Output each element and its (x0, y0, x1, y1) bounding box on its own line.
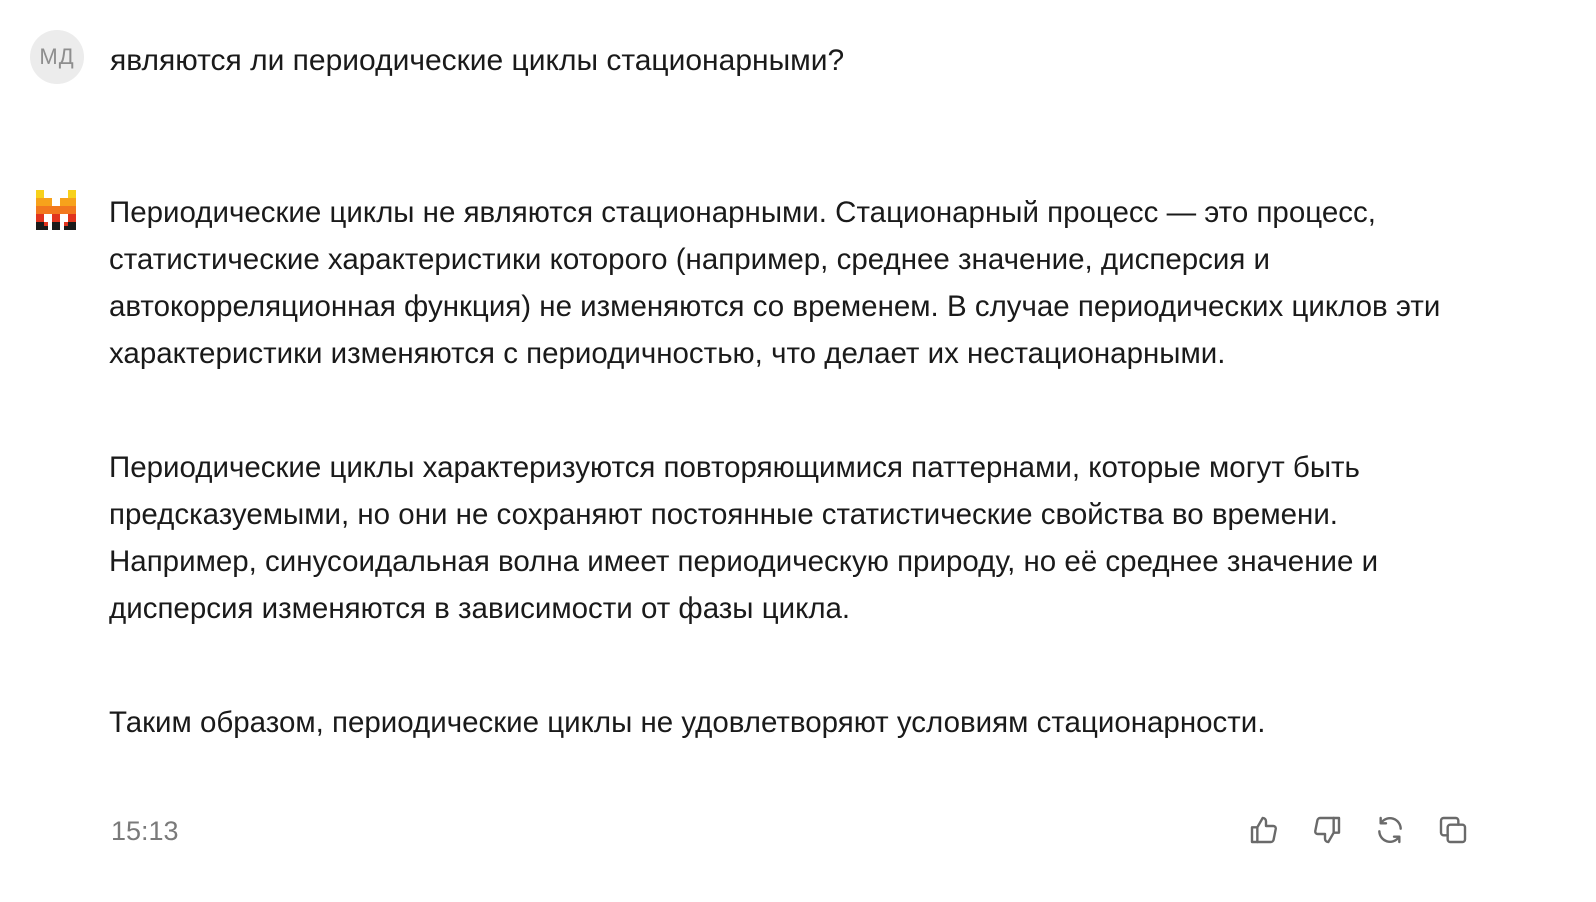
assistant-paragraph: Таким образом, периодические циклы не удовлетворяют условиям стационарности. (109, 706, 1266, 739)
thumbs-down-icon (1311, 814, 1343, 846)
copy-button[interactable] (1435, 810, 1471, 850)
dislike-button[interactable] (1309, 810, 1345, 850)
user-message-row (30, 30, 84, 84)
like-button[interactable] (1246, 810, 1282, 850)
regenerate-button[interactable] (1372, 810, 1408, 850)
message-actions (1246, 810, 1471, 850)
thumbs-up-icon (1248, 814, 1280, 846)
user-message-text: являются ли периодические циклы стационарными? (110, 44, 845, 77)
copy-icon (1437, 814, 1469, 846)
assistant-message (109, 189, 1489, 746)
mistral-logo-icon (36, 190, 80, 230)
assistant-paragraph: Периодические циклы характеризуются повторяющимися паттернами, которые могут быть предсказуемыми, но они не сохраняют постоянные статистические свойства во времени. Например, синусоидальная волна имеет периодическую природу, но её среднее значение и дисперсия изменяются в зависимости от фазы цикла. (109, 451, 1379, 625)
message-timestamp: 15:13 (111, 816, 179, 846)
assistant-paragraph: Периодические циклы не являются стационарными. Стационарный процесс — это процесс, статистические характеристики которого (например, среднее значение, дисперсия и автокорреляционная функция) не изменяются со временем. В случае периодических циклов эти характеристики изменяются с периодичностью, что делает их нестационарными. (109, 196, 1441, 370)
refresh-icon (1374, 814, 1406, 846)
user-avatar: МД (30, 30, 84, 84)
